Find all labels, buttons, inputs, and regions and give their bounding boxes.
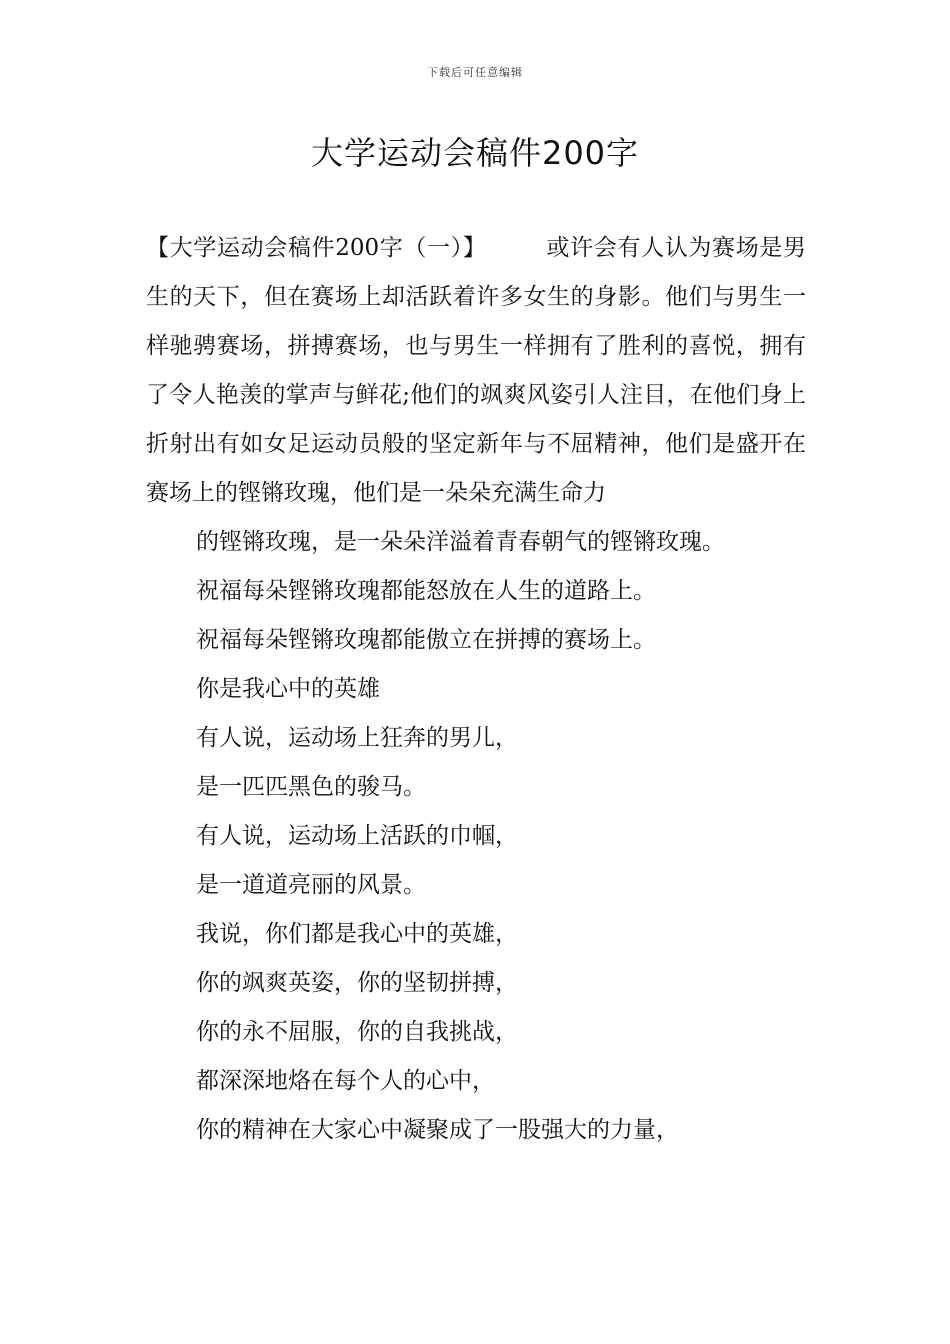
- text-line: 有人说，运动场上活跃的巾帼，: [196, 823, 518, 849]
- lead-paragraph: [146, 224, 806, 518]
- text-line: 你的永不屈服，你的自我挑战，: [196, 1019, 518, 1045]
- text-line: 祝福每朵铿锵玫瑰都能傲立在拼搏的赛场上。: [196, 627, 656, 653]
- text-line: 有人说，运动场上狂奔的男儿，: [196, 725, 518, 751]
- text-line: 你的飒爽英姿，你的坚韧拼搏，: [196, 970, 518, 996]
- document-body: [146, 224, 806, 1155]
- text-line: 你的精神在大家心中凝聚成了一股强大的力量，: [196, 1117, 679, 1143]
- text-line: 我说，你们都是我心中的英雄，: [196, 921, 518, 947]
- text-line: 祝福每朵铿锵玫瑰都能怒放在人生的道路上。: [196, 578, 656, 604]
- section-heading: 【大学运动会稿件200字（一）】: [146, 235, 487, 261]
- document-title: 大学运动会稿件200字: [310, 134, 640, 172]
- text-line: 是一道道亮丽的风景。: [196, 872, 426, 898]
- lead-paragraph-text: 或许会有人认为赛场是男生的天下，但在赛场上却活跃着许多女生的身影。他们与男生一样驰骋赛场，拼搏赛场，也与男生一样拥有了胜利的喜悦，拥有了令人艳羡的掌声与鲜花;他们的飒爽风姿引人注目，在他们身上折射出有如女足运动员般的坚定新年与不屈精神，他们是盛开在赛场上的铿锵玫瑰，他们是一朵朵充满生命力: [146, 235, 806, 506]
- text-line: 都深深地烙在每个人的心中，: [196, 1068, 495, 1094]
- text-line: 的铿锵玫瑰，是一朵朵洋溢着青春朝气的铿锵玫瑰。: [196, 529, 725, 555]
- header-note: 下载后可任意编辑: [427, 66, 523, 79]
- text-line: 你是我心中的英雄: [196, 676, 380, 702]
- text-line: 是一匹匹黑色的骏马。: [196, 774, 426, 800]
